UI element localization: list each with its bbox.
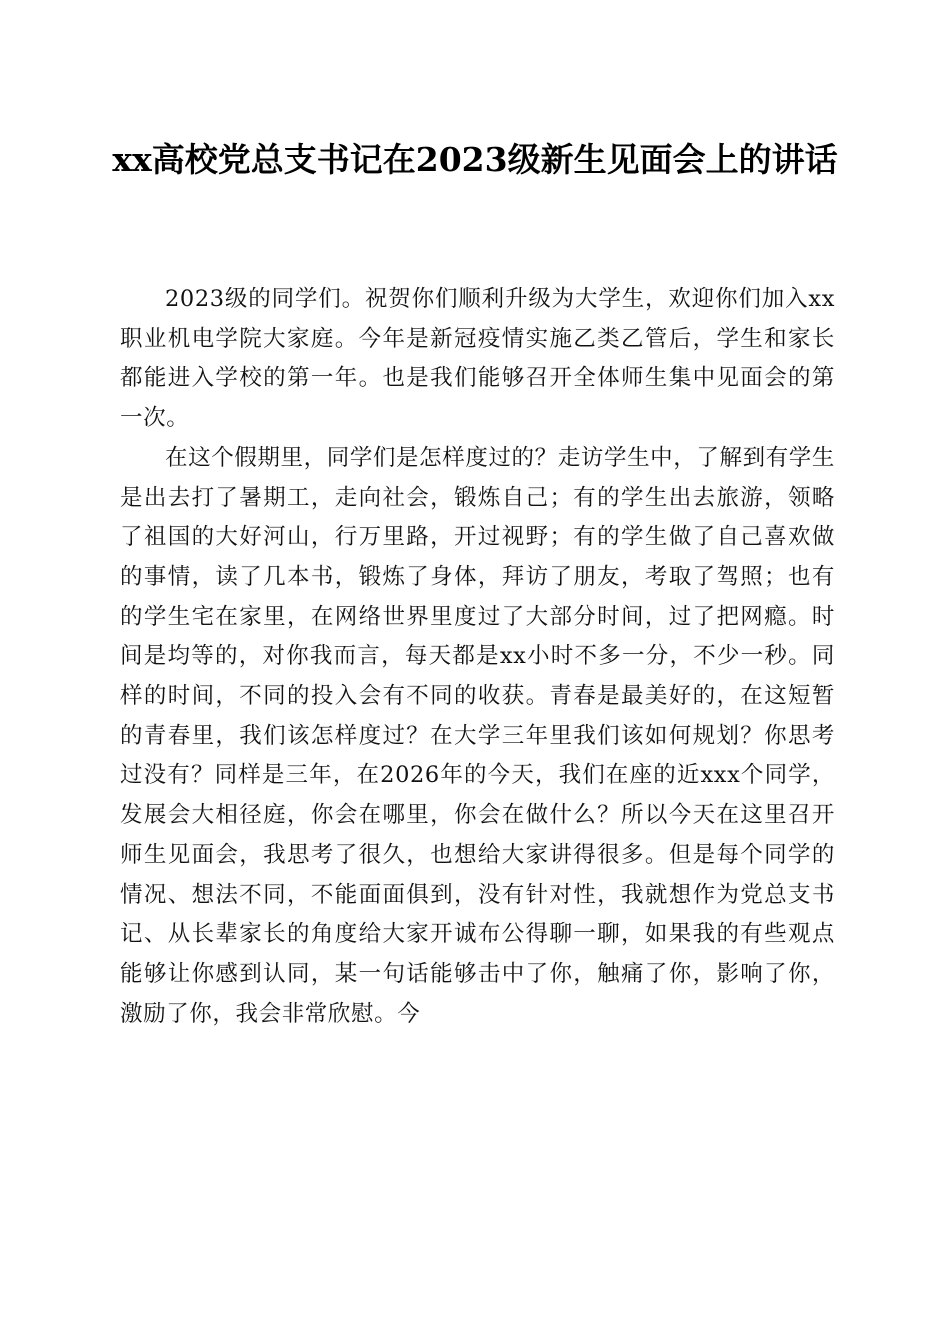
paragraph-2: 在这个假期里，同学们是怎样度过的？走访学生中，了解到有学生是出去打了暑期工，走向社会，锻炼自己；有的学生出去旅游，领略了祖国的大好河山，行万里路，开过视野；有的学生做了自己喜欢做的事情，读了几本书，锻炼了身体，拜访了朋友，考取了驾照；也有的学生宅在家里，在网络世界里度过了大部分时间，过了把网瘾。时间是均等的，对你我而言，每天都是xx小时不多一分，不少一秒。同样的时间，不同的投入会有不同的收获。青春是最美好的，在这短暂的青春里，我们该怎样度过？在大学三年里我们该如何规划？你思考过没有？同样是三年，在2026年的今天，我们在座的近xxx个同学，发展会大相径庭，你会在哪里，你会在做什么？所以今天在这里召开师生见面会，我思考了很久，也想给大家讲得很多。但是每个同学的情况、想法不同，不能面面俱到，没有针对性，我就想作为党总支书记、从长辈家长的角度给大家开诚布公得聊一聊，如果我的有些观点能够让你感到认同，某一句话能够击中了你，触痛了你，影响了你，激励了你，我会非常欣慰。今 [120, 444, 835, 1027]
document-body [120, 280, 835, 1034]
document-title: xx高校党总支书记在2023级新生见面会上的讲话 [112, 140, 838, 179]
paragraph-1: 2023级的同学们。祝贺你们顺利升级为大学生，欢迎你们加入xx职业机电学院大家庭。今年是新冠疫情实施乙类乙管后，学生和家长都能进入学校的第一年。也是我们能够召开全体师生集中见面会的第一次。 [120, 286, 835, 432]
